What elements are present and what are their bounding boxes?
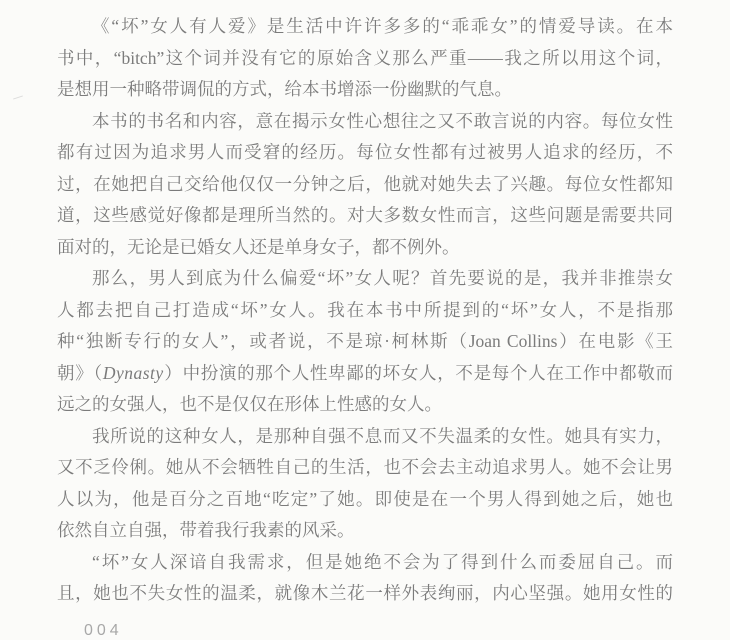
text-line: 人以为，他是百分之百地“吃定”了她。即使是在一个男人得到她之后，她也 xyxy=(57,488,673,509)
paragraph xyxy=(57,547,673,610)
text-line: 且，她也不失女性的温柔，就像木兰花一样外表绚丽，内心坚强。她用女性的 xyxy=(57,583,673,603)
text-line: 《“坏”女人有人爱》是生活中许许多多的“乖乖女”的情爱导读。在本 xyxy=(92,16,673,36)
paragraph xyxy=(57,106,673,264)
text-line: “坏”女人深谙自我需求，但是她绝不会为了得到什么而委屈自己。而 xyxy=(92,551,673,572)
text-line: 远之的女强人，也不是仅仅在形体上性感的女人。 xyxy=(57,394,442,414)
page-text xyxy=(57,11,673,610)
text-line: 过，在她把自己交给他仅仅一分钟之后，他就对她失去了兴趣。每位女性都知 xyxy=(57,173,673,194)
text-line: 面对的，无论是已婚女人还是单身女子，都不例外。 xyxy=(57,236,460,257)
text-line: 种“独断专行的女人”，或者说，不是琼·柯林斯（Joan Collins）在电影《王 xyxy=(57,331,673,351)
text-line: 都有过因为追求男人而受窘的经历。每位女性都有过被男人追求的经历，不 xyxy=(57,142,673,162)
text-line: 又不乏伶俐。她从不会牺牲自己的生活，也不会去主动追求男人。她不会让男 xyxy=(57,457,673,477)
scan-artifact xyxy=(13,95,23,99)
page-number: 004 xyxy=(84,622,123,639)
text-line: 道，这些感觉好像都是理所当然的。对大多数女性而言，这些问题是需要共同 xyxy=(57,205,673,225)
paragraph xyxy=(57,11,673,106)
text-line: 人都去把自己打造成“坏”女人。我在本书中所提到的“坏”女人，不是指那 xyxy=(57,299,673,320)
text-line: 我所说的这种女人，是那种自强不息而又不失温柔的女性。她具有实力， xyxy=(92,425,673,446)
text-line: 那么，男人到底为什么偏爱“坏”女人呢？首先要说的是，我并非推崇女 xyxy=(92,268,673,288)
text-line: 是想用一种略带调侃的方式，给本书增添一份幽默的气息。 xyxy=(57,79,512,99)
paragraph xyxy=(57,421,673,547)
text-line: 依然自立自强，带着我行我素的风采。 xyxy=(57,520,355,540)
text-line: 朝》（Dynasty）中扮演的那个人性卑鄙的坏女人，不是每个人在工作中都敬而 xyxy=(57,362,674,383)
text-line: 本书的书名和内容，意在揭示女性心想往之又不敢言说的内容。每位女性 xyxy=(92,110,673,131)
paragraph xyxy=(57,263,673,421)
text-line: 书中，“bitch”这个词并没有它的原始含义那么严重——我之所以用这个词， xyxy=(57,47,673,68)
